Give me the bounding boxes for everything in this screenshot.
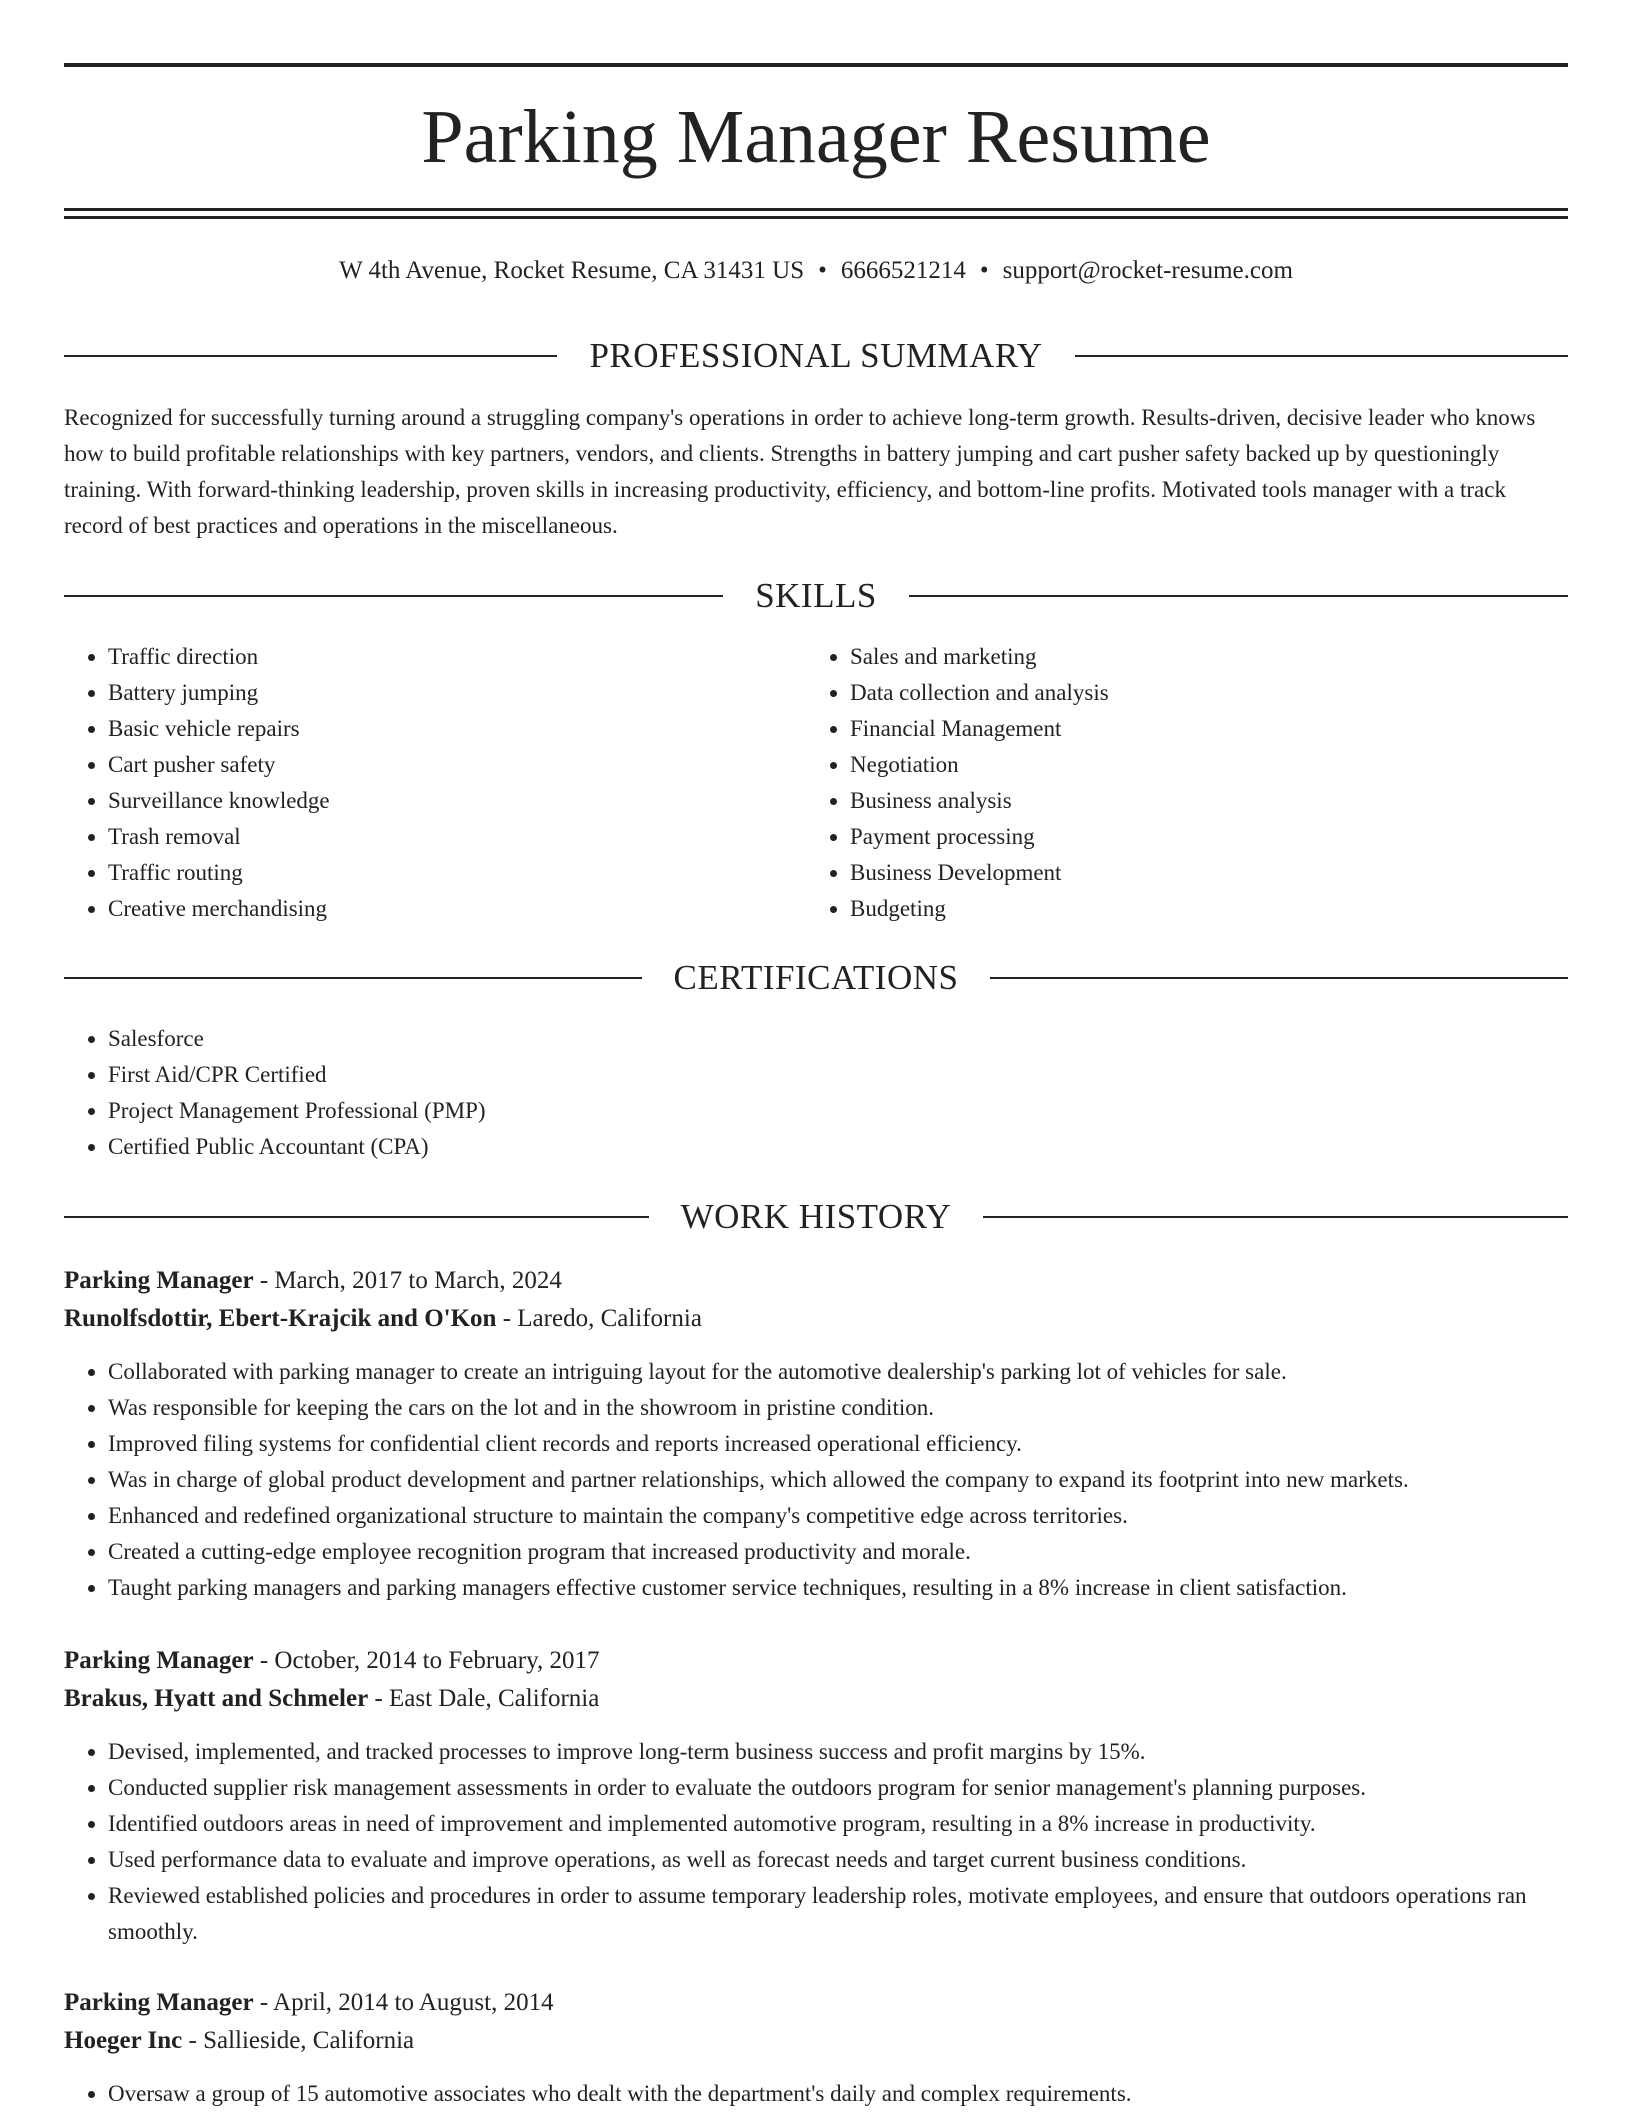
list-item: • Business analysis xyxy=(850,783,1546,819)
skills-column-right xyxy=(806,639,1546,927)
contact-email: support@rocket-resume.com xyxy=(1002,257,1293,284)
section-title-summary: PROFESSIONAL SUMMARY xyxy=(589,336,1043,375)
header-top-rule xyxy=(64,63,1568,67)
list-item: • Was responsible for keeping the cars on the lot and in the showroom in pristine condition. xyxy=(108,1390,1568,1426)
job-bullets xyxy=(64,2076,1568,2112)
list-item: • Salesforce xyxy=(108,1021,1568,1057)
list-item: • Financial Management xyxy=(850,711,1546,747)
list-item: • Enhanced and redefined organizational structure to maintain the company's competitive edge across territories. xyxy=(108,1498,1568,1534)
section-rule-left xyxy=(64,595,723,597)
section-rule-right xyxy=(1075,355,1568,357)
list-item: • Improved filing systems for confidential client records and reports increased operational efficiency. xyxy=(108,1426,1568,1462)
certifications-block xyxy=(64,1021,1568,1165)
list-item: • Traffic direction xyxy=(108,639,804,675)
job-company-line xyxy=(64,2022,1568,2060)
list-item: • Project Management Professional (PMP) xyxy=(108,1093,1568,1129)
header-double-rule-lower xyxy=(64,216,1568,219)
job-title: Parking Manager xyxy=(64,1647,254,1674)
list-item: • Negotiation xyxy=(850,747,1546,783)
summary-text: Recognized for successfully turning around a struggling company's operations in order to achieve long-term growth. Results-driven, decisive leader who knows how to build profitable relationships with key partners, vendors, and clients. Strengths in battery jumping and cart pusher safety backed up by questioningly training. With forward-thinking leadership, proven skills in increasing productivity, efficiency, and bottom-line profits. Motivated tools manager with a track record of best practices and operations in the miscellaneous. xyxy=(64,405,1536,538)
list-item: • Payment processing xyxy=(850,819,1546,855)
contact-phone: 6666521214 xyxy=(840,257,966,284)
list-item: • Collaborated with parking manager to create an intriguing layout for the automotive dealership's parking lot of vehicles for sale. xyxy=(108,1354,1568,1390)
job-title: Parking Manager xyxy=(64,1989,254,2016)
job-company: Runolfsdottir, Ebert-Krajcik and O'Kon xyxy=(64,1305,497,1332)
certifications-list xyxy=(64,1021,1568,1165)
section-title-skills: SKILLS xyxy=(755,576,877,615)
job-title-line xyxy=(64,1262,1568,1300)
list-item: • Battery jumping xyxy=(108,675,804,711)
list-item: • Devised, implemented, and tracked processes to improve long-term business success and profit margins by 15%. xyxy=(108,1734,1568,1770)
job-bullets xyxy=(64,1354,1568,1606)
job-entry xyxy=(64,1262,1568,1606)
contact-line xyxy=(64,254,1568,288)
list-item: • Taught parking managers and parking managers effective customer service techniques, resulting in a 8% increase in client satisfaction. xyxy=(108,1570,1568,1606)
list-item: • Data collection and analysis xyxy=(850,675,1546,711)
section-header-skills xyxy=(64,574,1568,618)
list-item: • Surveillance knowledge xyxy=(108,783,804,819)
list-item: • First Aid/CPR Certified xyxy=(108,1057,1568,1093)
section-header-summary xyxy=(64,334,1568,378)
list-item: • Traffic routing xyxy=(108,855,804,891)
job-title: Parking Manager xyxy=(64,1267,254,1294)
job-dates: - October, 2014 to February, 2017 xyxy=(253,1647,600,1674)
list-item: • Sales and marketing xyxy=(850,639,1546,675)
list-item: • Was in charge of global product development and partner relationships, which allowed the company to expand its footprint into new markets. xyxy=(108,1462,1568,1498)
job-dates: - March, 2017 to March, 2024 xyxy=(253,1267,562,1294)
job-title-line xyxy=(64,1984,1568,2022)
list-item: • Reviewed established policies and procedures in order to assume temporary leadership roles, motivate employees, and ensure that outdoors operations ran smoothly. xyxy=(108,1878,1568,1950)
job-company-line xyxy=(64,1680,1568,1718)
job-company: Hoeger Inc xyxy=(64,2027,183,2054)
list-item: • Created a cutting-edge employee recognition program that increased productivity and morale. xyxy=(108,1534,1568,1570)
job-company: Brakus, Hyatt and Schmeler xyxy=(64,1685,369,1712)
list-item: • Basic vehicle repairs xyxy=(108,711,804,747)
job-location: - East Dale, California xyxy=(368,1685,600,1712)
contact-address: W 4th Avenue, Rocket Resume, CA 31431 US xyxy=(339,257,805,284)
contact-separator: • xyxy=(979,257,989,284)
skills-column-left xyxy=(64,639,804,927)
list-item: • Business Development xyxy=(850,855,1546,891)
job-bullets xyxy=(64,1734,1568,1950)
skills-list-right xyxy=(806,639,1546,927)
job-location: - Sallieside, California xyxy=(182,2027,415,2054)
page-title: Parking Manager Resume xyxy=(421,95,1211,179)
job-entry xyxy=(64,1984,1568,2112)
job-entry xyxy=(64,1642,1568,1950)
list-item: • Creative merchandising xyxy=(108,891,804,927)
section-rule-right xyxy=(983,1216,1568,1218)
contact-separator: • xyxy=(818,257,827,284)
section-rule-left xyxy=(64,977,642,979)
section-title-certifications: CERTIFICATIONS xyxy=(673,958,959,997)
list-item: • Budgeting xyxy=(850,891,1546,927)
list-item: • Identified outdoors areas in need of improvement and implemented automotive program, resulting in a 8% increase in productivity. xyxy=(108,1806,1568,1842)
list-item: • Conducted supplier risk management assessments in order to evaluate the outdoors program for senior management's planning purposes. xyxy=(108,1770,1568,1806)
job-company-line xyxy=(64,1300,1568,1338)
list-item: • Oversaw a group of 15 automotive associates who dealt with the department's daily and complex requirements. xyxy=(108,2076,1568,2112)
section-title-work: WORK HISTORY xyxy=(680,1197,952,1236)
list-item: • Trash removal xyxy=(108,819,804,855)
section-rule-right xyxy=(990,977,1568,979)
header-double-rule-upper xyxy=(64,208,1568,211)
job-dates: - April, 2014 to August, 2014 xyxy=(253,1989,554,2016)
section-header-work xyxy=(64,1195,1568,1239)
job-location: - Laredo, California xyxy=(496,1305,702,1332)
list-item: • Certified Public Accountant (CPA) xyxy=(108,1129,1568,1165)
skills-list-left xyxy=(64,639,804,927)
section-rule-left xyxy=(64,355,557,357)
section-header-certifications xyxy=(64,956,1568,1000)
job-title-line xyxy=(64,1642,1568,1680)
list-item: • Cart pusher safety xyxy=(108,747,804,783)
list-item: • Used performance data to evaluate and improve operations, as well as forecast needs and target current business conditions. xyxy=(108,1842,1568,1878)
section-rule-right xyxy=(909,595,1568,597)
section-rule-left xyxy=(64,1216,649,1218)
